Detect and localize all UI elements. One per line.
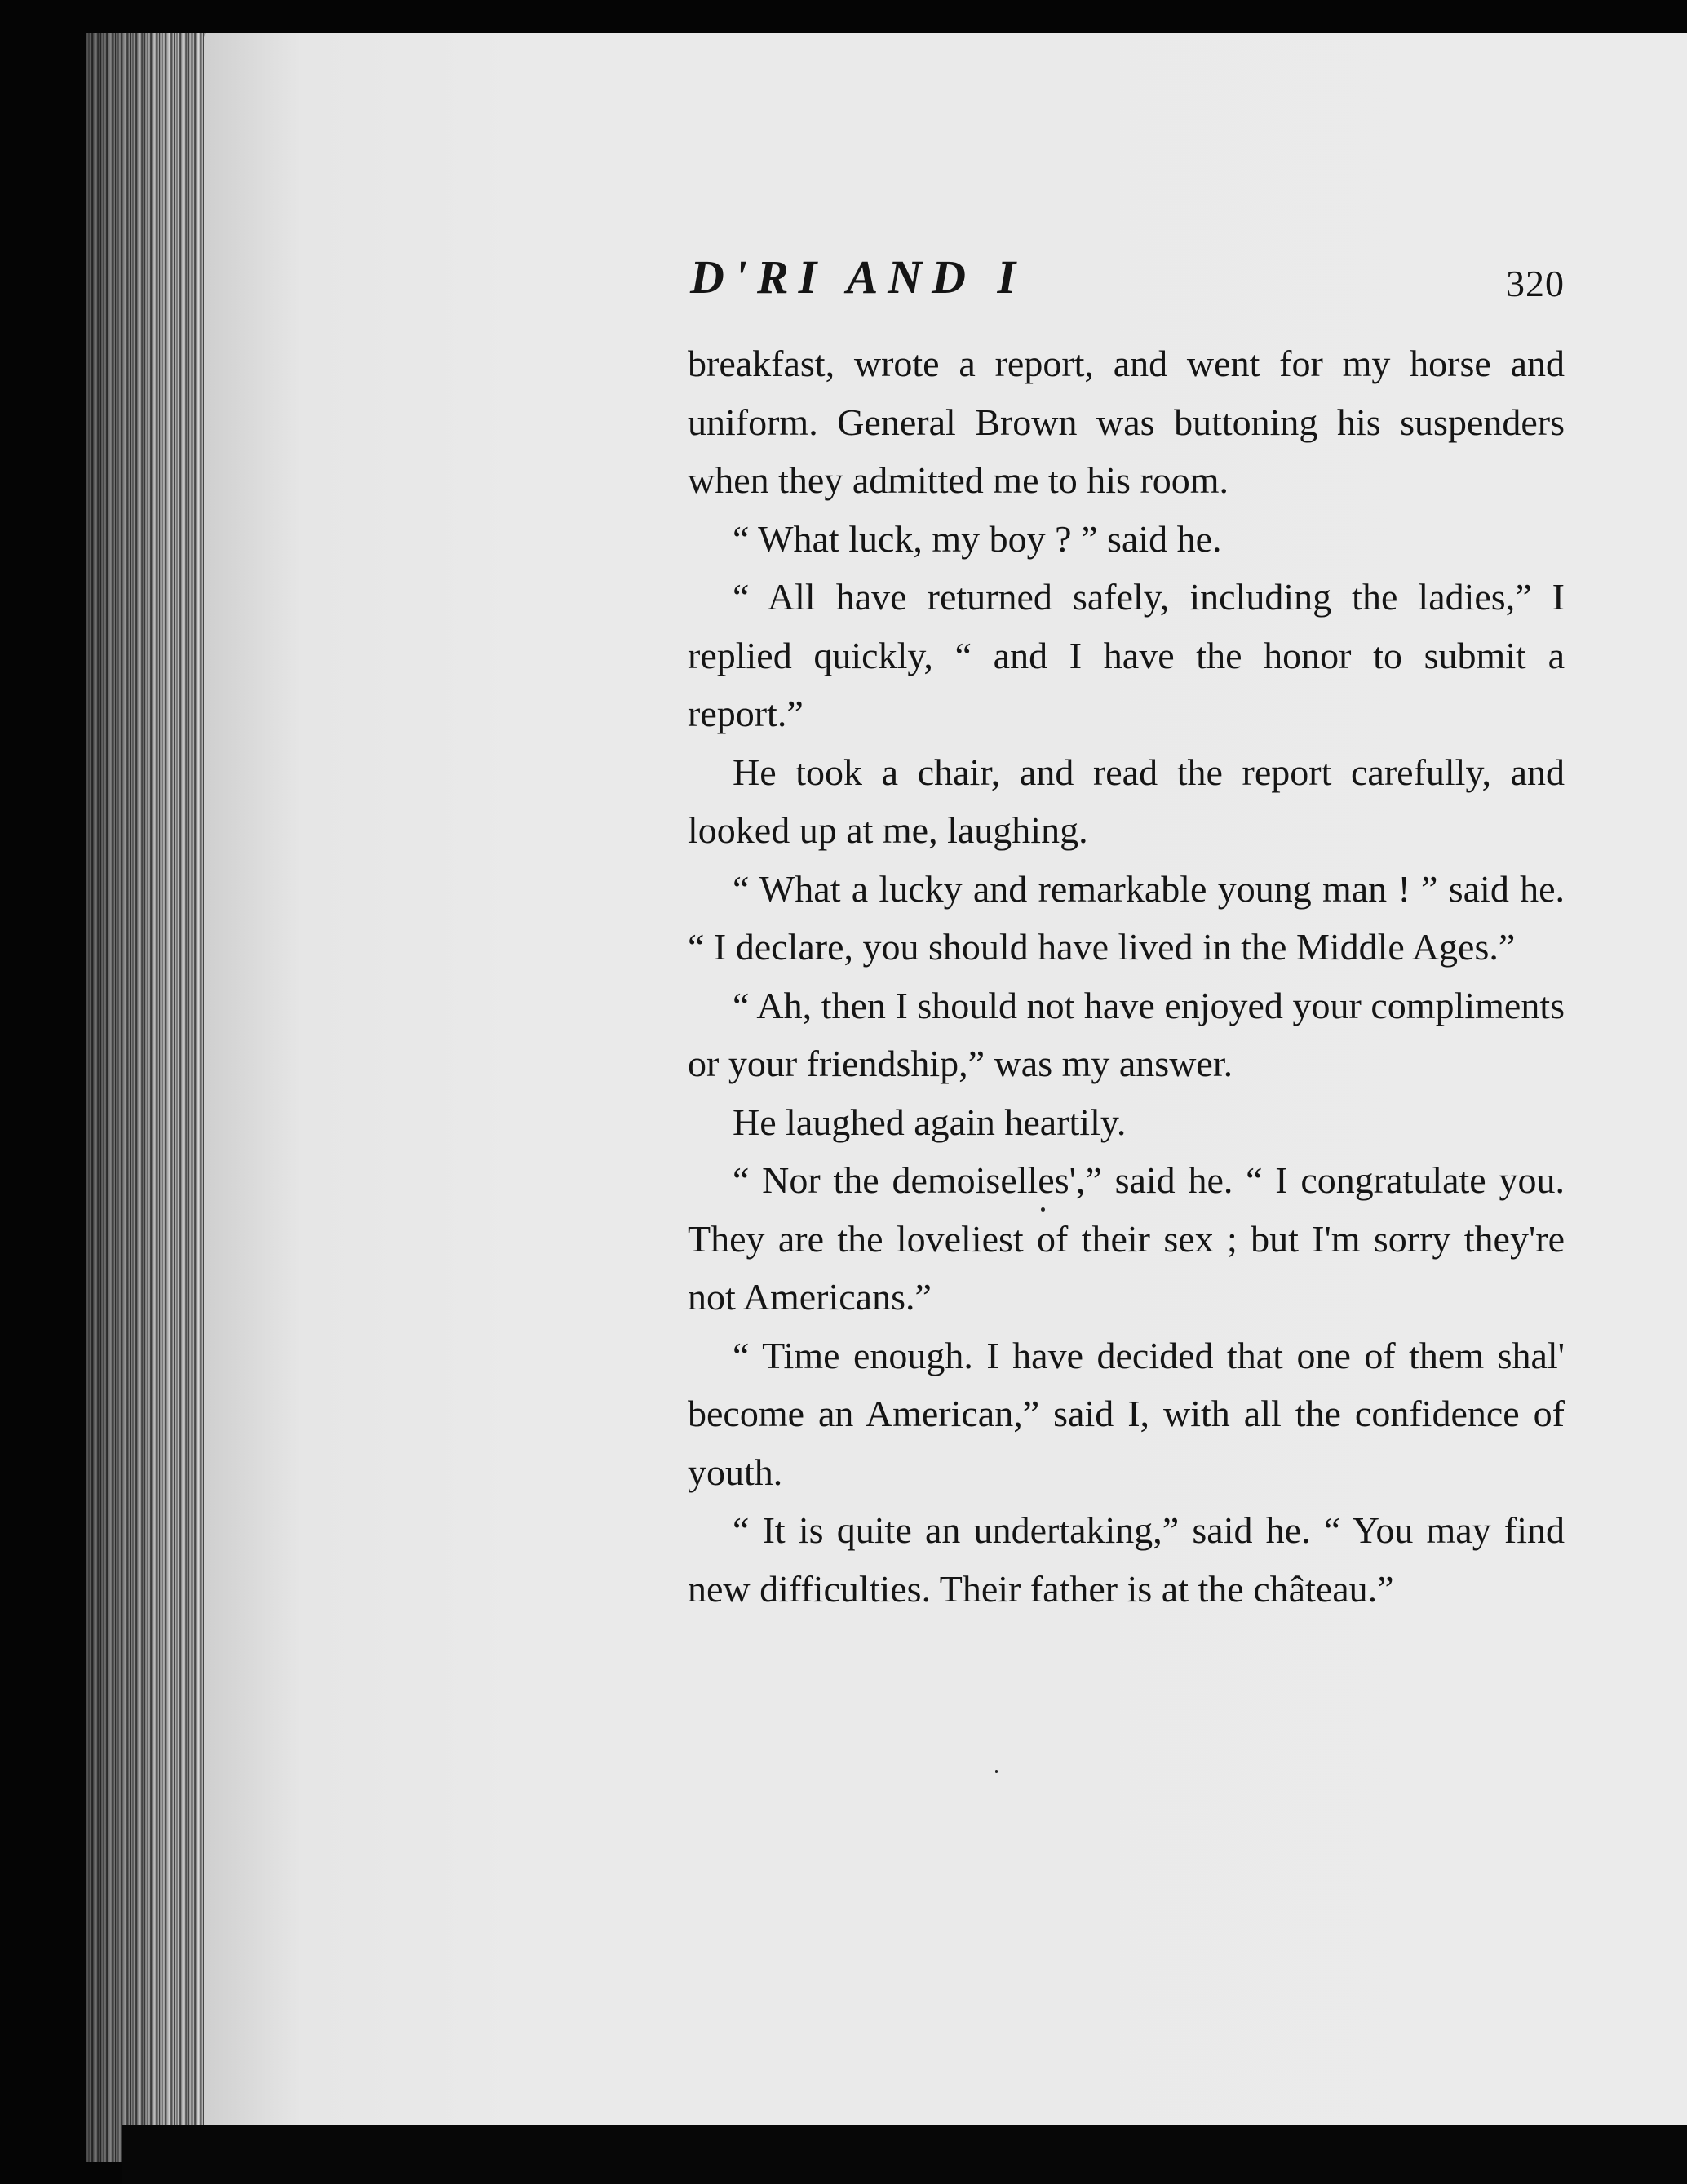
running-head-title: D'RI AND I (690, 250, 1026, 303)
page-number: 320 (1506, 263, 1565, 304)
paragraph: breakfast, wrote a report, and went for my horse and uniform. General Brown was buttoning his suspenders when they admitted me to his room. (688, 343, 1565, 501)
bottom-shadow (122, 2125, 1687, 2184)
paragraph: “ What luck, my boy ? ” said he. (733, 517, 1222, 560)
paragraph: He took a chair, and read the report carefully, and looked up at me, laughing. (688, 751, 1565, 851)
paragraph: “ It is quite an undertaking,” said he. “ You may find new difficulties. Their father is at the château.” (688, 1509, 1565, 1610)
dust-speck (995, 1770, 998, 1773)
body-text (688, 334, 1565, 1618)
paragraph: “ Time enough. I have decided that one of them shal' become an American,” said I, with all the confidence of youth. (688, 1334, 1565, 1493)
page-content (688, 245, 1565, 1618)
paragraph: “ Nor the demoiselles',” said he. “ I congratulate you. They are the loveliest of their sex ; but I'm sorry they're not Americans.” (688, 1159, 1565, 1318)
paragraph: “ Ah, then I should not have enjoyed your compliments or your friendship,” was my answer. (688, 984, 1565, 1084)
paragraph: “ All have returned safely, including the ladies,” I replied quickly, “ and I have the honor to submit a report.” (688, 576, 1565, 734)
paragraph: “ What a lucky and remarkable young man ! ” said he. “ I declare, you should have lived in the Middle Ages.” (688, 867, 1565, 968)
paragraph: He laughed again heartily. (733, 1101, 1127, 1143)
running-head (688, 245, 1565, 310)
